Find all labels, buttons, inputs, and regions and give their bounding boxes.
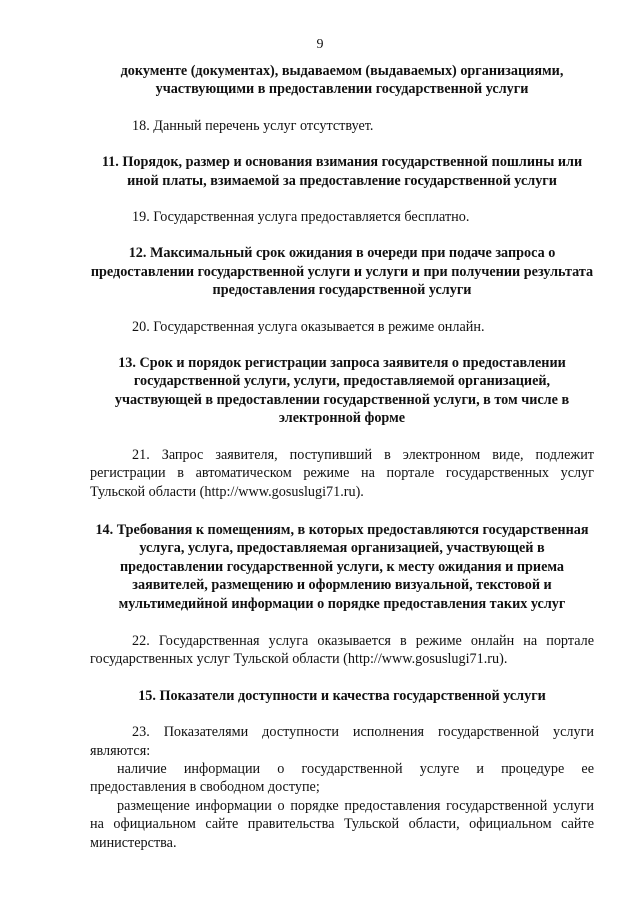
paragraph-23-item-2: размещение информации о порядке предоставления государственной услуги на официальном сайте правительства Тульской области, официальном сайте министерства. bbox=[90, 797, 594, 851]
section-heading-12: 12. Максимальный срок ожидания в очереди при подаче запроса о предоставлении государственной услуги и услуги и при получении результата предоставления государственной услуги bbox=[90, 245, 594, 299]
section-heading-14: 14. Требования к помещениям, в которых предоставляются государственная услуга, услуга, предоставляемая организацией, участвующей в предоставлении государственной услуги, к месту ожидания и приема заявителей, размещению и оформлению визуальной, текстовой и мультимедийной информации о порядке предоставления таких услуг bbox=[95, 521, 589, 612]
page-number: 9 bbox=[316, 37, 324, 52]
paragraph-22: 22. Государственная услуга оказывается в режиме онлайн на портале государственных услуг Тульской области (http://www.gosuslugi71.ru). bbox=[90, 632, 594, 668]
section-heading-13: 13. Срок и порядок регистрации запроса заявителя о предоставлении государственной услуги, услуги, предоставляемой организацией, участвующей в предоставлении государственной услуги, в том числе в электронной форме bbox=[114, 355, 570, 427]
paragraph-18: 18. Данный перечень услуг отсутствует. bbox=[132, 117, 374, 134]
paragraph-21: 21. Запрос заявителя, поступивший в электронном виде, подлежит регистрации в автоматическом режиме на портале государственных услуг Тульской области (http://www.gosuslugi71.ru). bbox=[90, 446, 594, 500]
section-heading-15: 15. Показатели доступности и качества государственной услуги bbox=[138, 687, 546, 704]
section-heading-continued: документе (документах), выдаваемом (выдаваемых) организациями, участвующими в предоставлении государственной услуги bbox=[120, 63, 564, 98]
paragraph-19: 19. Государственная услуга предоставляется бесплатно. bbox=[132, 209, 470, 226]
paragraph-20: 20. Государственная услуга оказывается в режиме онлайн. bbox=[132, 318, 485, 335]
document-body bbox=[90, 62, 594, 852]
paragraph-23: 23. Показателями доступности исполнения государственной услуги являются: bbox=[90, 724, 594, 759]
section-heading-11: 11. Порядок, размер и основания взимания государственной пошлины или иной платы, взимаемой за предоставление государственной услуги bbox=[101, 154, 583, 189]
paragraph-23-item-1: наличие информации о государственной услуге и процедуре ее предоставления в свободном доступе; bbox=[90, 760, 594, 796]
